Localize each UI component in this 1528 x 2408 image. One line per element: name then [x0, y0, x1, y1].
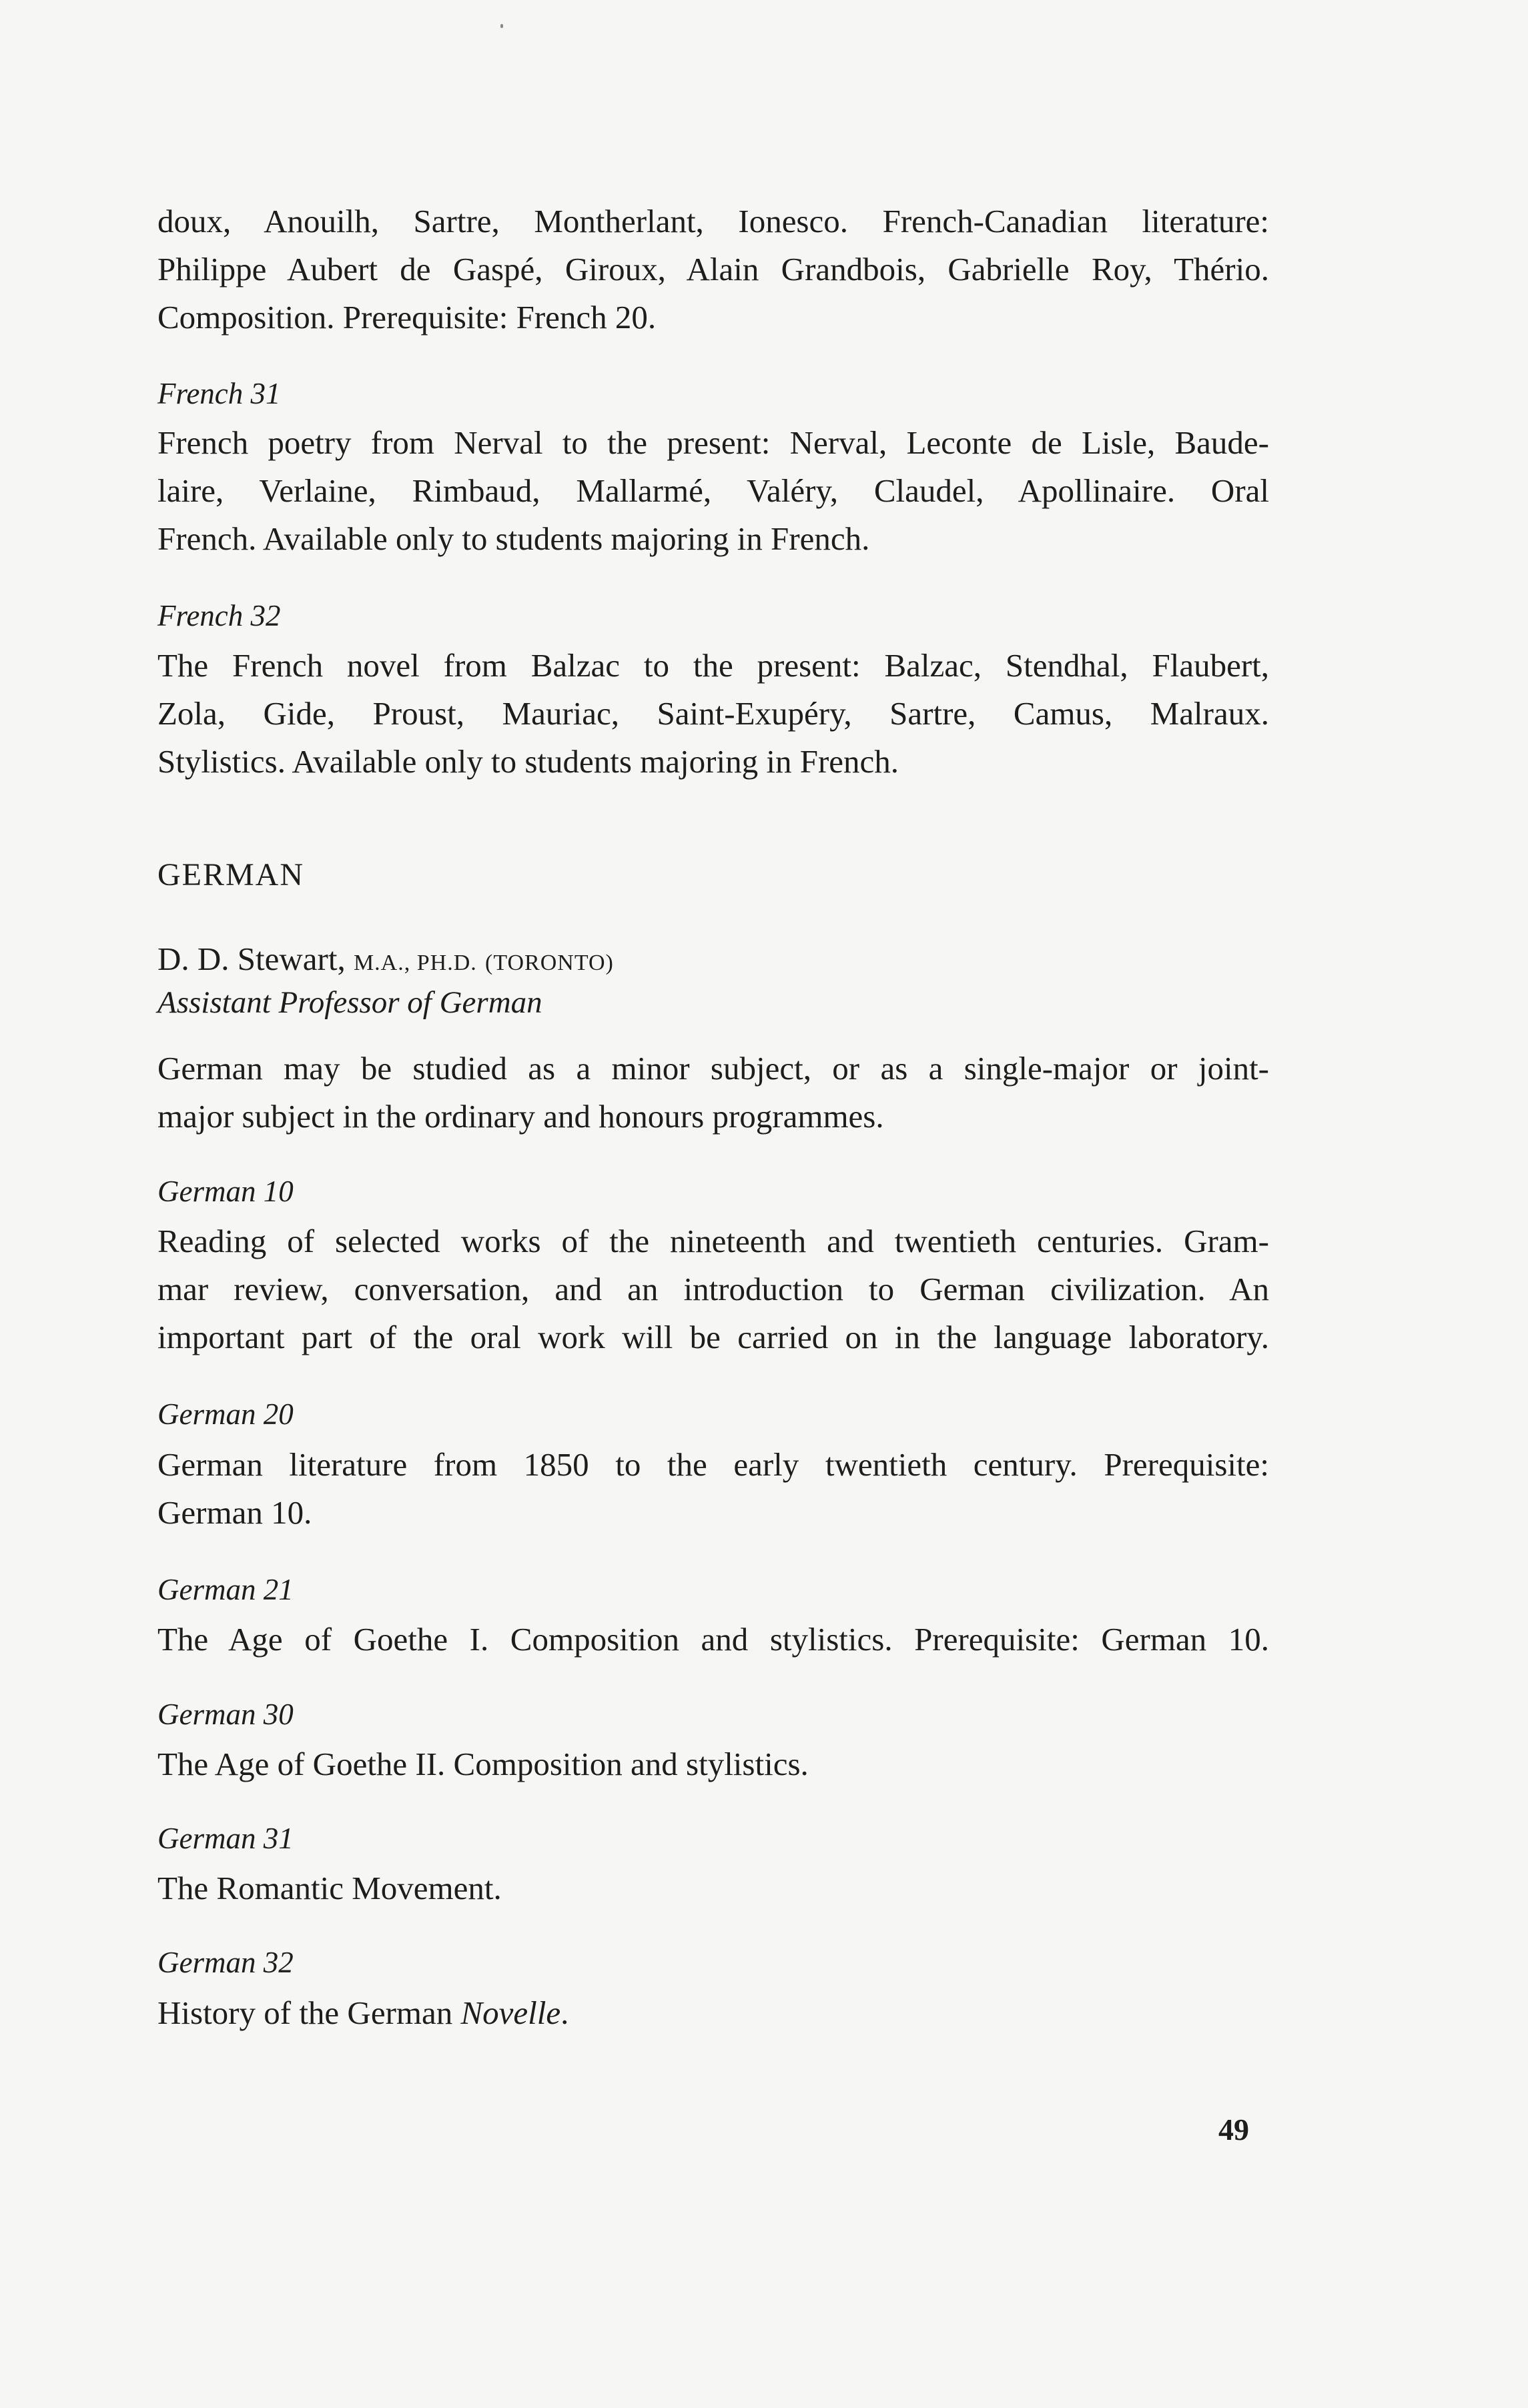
course-title: German 10 — [157, 1175, 294, 1208]
description-punctuation: . — [560, 1994, 569, 2031]
faculty-institution: (TORONTO) — [485, 951, 614, 975]
course-description — [157, 1441, 1269, 1537]
course-title: French 32 — [157, 599, 281, 632]
faculty-degrees: M.A., PH.D. — [353, 951, 477, 975]
page-number: 49 — [1218, 2113, 1249, 2147]
paragraph-line — [157, 1989, 1269, 2037]
course-description — [157, 1864, 1269, 1912]
paragraph-line: German literature from 1850 to the early twentieth century. Prerequisite: — [157, 1446, 1269, 1483]
paragraph-line: The Romantic Movement. — [157, 1870, 502, 1906]
paragraph-line: French poetry from Nerval to the present: Nerval, Leconte de Lisle, Baude- — [157, 424, 1269, 461]
paragraph-line: German may be studied as a minor subject, or as a single-major or joint- — [157, 1050, 1269, 1087]
description-italic-term: Novelle — [460, 1994, 561, 2031]
course-description — [157, 1616, 1269, 1664]
course-description — [157, 1989, 1269, 2037]
paragraph-line: French. Available only to students majoring in French. — [157, 520, 870, 557]
course-description — [157, 1217, 1269, 1361]
course-title: German 32 — [157, 1946, 294, 1979]
paragraph-line: doux, Anouilh, Sartre, Montherlant, Ionesco. French-Canadian literature: — [157, 203, 1269, 239]
course-title: German 21 — [157, 1573, 294, 1606]
course-description — [157, 419, 1269, 563]
course-title: German 30 — [157, 1698, 294, 1731]
course-description — [157, 642, 1269, 786]
paragraph-line: Philippe Aubert de Gaspé, Giroux, Alain Grandbois, Gabrielle Roy, Thério. — [157, 251, 1269, 287]
paragraph-line: The French novel from Balzac to the present: Balzac, Stendhal, Flaubert, — [157, 647, 1269, 684]
paragraph-line: important part of the oral work will be carried on in the language laboratory. — [157, 1319, 1269, 1355]
paragraph-line: mar review, conversation, and an introduction to German civilization. An — [157, 1271, 1269, 1307]
paragraph-line: German 10. — [157, 1494, 312, 1531]
scan-speck — [500, 24, 503, 28]
course-title: German 20 — [157, 1397, 294, 1431]
german-intro-paragraph — [157, 1045, 1269, 1141]
course-title: French 31 — [157, 377, 281, 410]
paragraph-line: Composition. Prerequisite: French 20. — [157, 299, 657, 336]
section-heading: GERMAN — [157, 857, 305, 892]
paragraph-line: laire, Verlaine, Rimbaud, Mallarmé, Valéry, Claudel, Apollinaire. Oral — [157, 472, 1269, 509]
paragraph-line: major subject in the ordinary and honours programmes. — [157, 1098, 884, 1135]
paragraph-line: The Age of Goethe I. Composition and stylistics. Prerequisite: German 10. — [157, 1621, 1269, 1658]
faculty-title: Assistant Professor of German — [157, 985, 542, 1020]
faculty-line — [157, 939, 614, 983]
course-description — [157, 1740, 1269, 1788]
paragraph-line: Reading of selected works of the nineteenth and twentieth centuries. Gram- — [157, 1223, 1269, 1259]
faculty-name: D. D. Stewart, — [157, 941, 346, 977]
paragraph-line: Stylistics. Available only to students majoring in French. — [157, 743, 899, 780]
course-title: German 31 — [157, 1822, 294, 1855]
intro-paragraph — [157, 197, 1269, 342]
description-text: History of the German — [157, 1994, 461, 2031]
paragraph-line: The Age of Goethe II. Composition and stylistics. — [157, 1746, 809, 1782]
paragraph-line: Zola, Gide, Proust, Mauriac, Saint-Exupéry, Sartre, Camus, Malraux. — [157, 695, 1269, 732]
